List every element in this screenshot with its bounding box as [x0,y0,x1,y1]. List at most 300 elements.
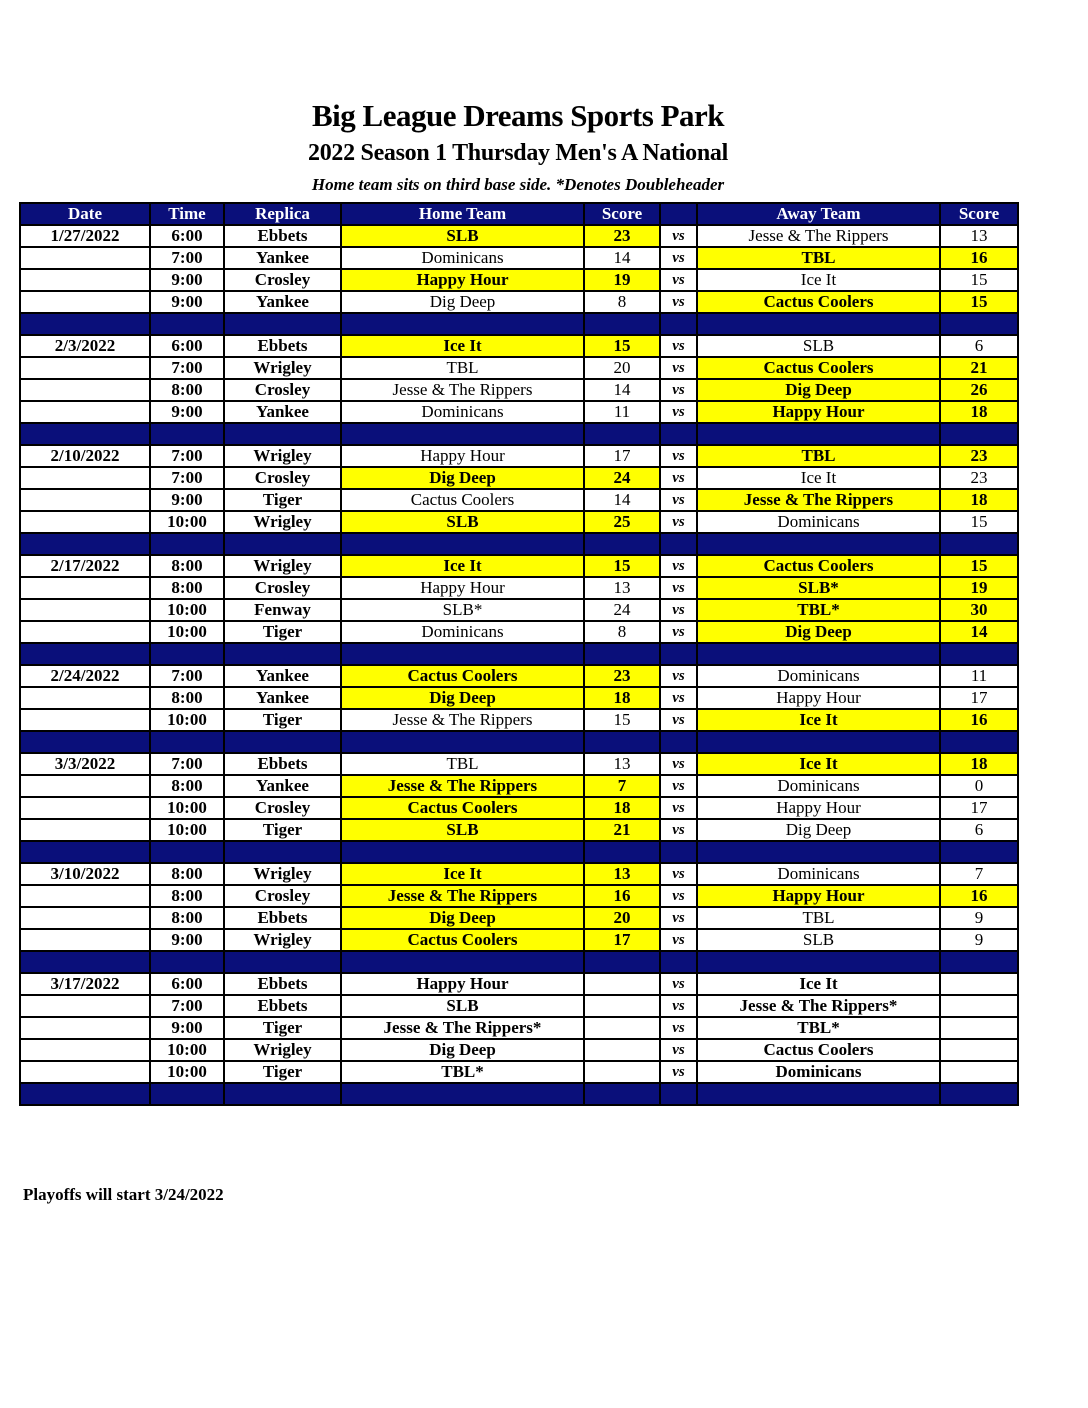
home-team: Ice It [341,863,584,885]
home-score: 18 [584,687,660,709]
home-team: Jesse & The Rippers [341,885,584,907]
home-team: Dominicans [341,621,584,643]
home-score: 14 [584,379,660,401]
home-score: 13 [584,753,660,775]
page-subtitle: 2022 Season 1 Thursday Men's A National [308,140,728,166]
game-time: 8:00 [150,687,224,709]
separator-cell [697,533,940,555]
game-field: Ebbets [224,973,341,995]
separator-cell [150,533,224,555]
game-row [20,753,1018,775]
away-score: 14 [940,621,1018,643]
separator-cell [341,313,584,335]
game-date [20,907,150,929]
away-team: Cactus Coolers [697,291,940,313]
separator-cell [20,423,150,445]
game-time: 8:00 [150,577,224,599]
home-team: Happy Hour [341,445,584,467]
week-separator-row [20,313,1018,335]
home-score: 13 [584,577,660,599]
home-score: 20 [584,357,660,379]
home-team: SLB* [341,599,584,621]
separator-cell [940,731,1018,753]
home-score: 24 [584,467,660,489]
home-team: Cactus Coolers [341,489,584,511]
schedule-note: Home team sits on third base side. *Denotes Doubleheader [311,175,725,194]
separator-cell [584,313,660,335]
game-field: Crosley [224,379,341,401]
away-score: 23 [940,445,1018,467]
week-separator-row [20,731,1018,753]
game-date [20,1017,150,1039]
game-row [20,797,1018,819]
away-team: Cactus Coolers [697,555,940,577]
game-field: Wrigley [224,1039,341,1061]
away-score: 9 [940,907,1018,929]
vs-label: vs [660,335,697,357]
game-date [20,269,150,291]
vs-label: vs [660,599,697,621]
header-vs [660,203,697,225]
game-date [20,929,150,951]
away-team: Dominicans [697,775,940,797]
separator-cell [697,951,940,973]
vs-label: vs [660,467,697,489]
game-date [20,577,150,599]
game-field: Tiger [224,709,341,731]
separator-cell [660,1083,697,1105]
game-row [20,599,1018,621]
separator-cell [224,1083,341,1105]
vs-label: vs [660,973,697,995]
game-row [20,379,1018,401]
separator-cell [224,423,341,445]
away-team: Jesse & The Rippers [697,225,940,247]
vs-label: vs [660,1039,697,1061]
game-time: 6:00 [150,973,224,995]
separator-cell [697,841,940,863]
game-field: Yankee [224,401,341,423]
home-team: Dig Deep [341,687,584,709]
game-time: 7:00 [150,665,224,687]
separator-cell [20,1083,150,1105]
separator-cell [660,643,697,665]
separator-cell [697,1083,940,1105]
separator-cell [660,731,697,753]
separator-cell [584,1083,660,1105]
game-field: Tiger [224,621,341,643]
game-date [20,247,150,269]
game-time: 9:00 [150,291,224,313]
game-time: 10:00 [150,621,224,643]
vs-label: vs [660,489,697,511]
separator-cell [660,533,697,555]
away-team: Ice It [697,269,940,291]
separator-cell [224,313,341,335]
game-field: Tiger [224,1017,341,1039]
game-row [20,291,1018,313]
game-date [20,885,150,907]
separator-cell [341,533,584,555]
game-time: 7:00 [150,753,224,775]
home-team: Dig Deep [341,467,584,489]
home-score: 13 [584,863,660,885]
away-score: 0 [940,775,1018,797]
game-time: 10:00 [150,1039,224,1061]
away-score: 13 [940,225,1018,247]
separator-cell [940,313,1018,335]
home-score: 23 [584,225,660,247]
home-score: 20 [584,907,660,929]
home-score: 14 [584,489,660,511]
game-date [20,357,150,379]
game-row [20,1039,1018,1061]
home-score: 11 [584,401,660,423]
separator-cell [697,313,940,335]
game-row [20,555,1018,577]
game-date [20,401,150,423]
game-date [20,1039,150,1061]
vs-label: vs [660,291,697,313]
home-team: TBL [341,357,584,379]
away-score: 19 [940,577,1018,599]
home-team: Happy Hour [341,269,584,291]
game-date [20,775,150,797]
game-row [20,709,1018,731]
header-away-team: Away Team [697,203,940,225]
separator-cell [20,643,150,665]
game-time: 9:00 [150,929,224,951]
game-field: Yankee [224,687,341,709]
separator-cell [940,533,1018,555]
game-row [20,467,1018,489]
game-row [20,907,1018,929]
home-team: Dig Deep [341,1039,584,1061]
game-row [20,1061,1018,1083]
vs-label: vs [660,995,697,1017]
separator-cell [341,951,584,973]
vs-label: vs [660,511,697,533]
vs-label: vs [660,269,697,291]
separator-cell [940,841,1018,863]
separator-cell [341,1083,584,1105]
separator-cell [224,731,341,753]
game-row [20,621,1018,643]
game-field: Yankee [224,247,341,269]
away-score: 15 [940,555,1018,577]
game-row [20,995,1018,1017]
game-row [20,247,1018,269]
away-team: Happy Hour [697,885,940,907]
game-field: Ebbets [224,225,341,247]
away-score [940,1039,1018,1061]
separator-cell [940,643,1018,665]
game-time: 8:00 [150,555,224,577]
separator-cell [224,951,341,973]
away-score: 21 [940,357,1018,379]
away-team: Dig Deep [697,379,940,401]
game-row [20,335,1018,357]
away-team: Jesse & The Rippers* [697,995,940,1017]
vs-label: vs [660,753,697,775]
game-field: Ebbets [224,335,341,357]
week-separator-row [20,423,1018,445]
home-score [584,1039,660,1061]
home-team: SLB [341,225,584,247]
game-time: 10:00 [150,599,224,621]
home-score: 15 [584,335,660,357]
home-team: SLB [341,995,584,1017]
game-row [20,357,1018,379]
separator-cell [660,841,697,863]
away-score: 16 [940,247,1018,269]
separator-cell [224,643,341,665]
home-team: Jesse & The Rippers [341,709,584,731]
separator-cell [584,951,660,973]
game-field: Crosley [224,885,341,907]
game-row [20,687,1018,709]
game-time: 10:00 [150,709,224,731]
away-score: 17 [940,687,1018,709]
game-time: 7:00 [150,445,224,467]
game-field: Crosley [224,269,341,291]
vs-label: vs [660,247,697,269]
schedule-table [19,202,1019,1106]
separator-cell [150,951,224,973]
game-time: 10:00 [150,511,224,533]
game-time: 7:00 [150,467,224,489]
away-score: 30 [940,599,1018,621]
header-home-team: Home Team [341,203,584,225]
home-team: SLB [341,819,584,841]
home-team: Cactus Coolers [341,797,584,819]
separator-cell [341,423,584,445]
vs-label: vs [660,775,697,797]
home-team: Jesse & The Rippers* [341,1017,584,1039]
game-time: 9:00 [150,489,224,511]
game-row [20,665,1018,687]
game-row [20,225,1018,247]
header-time: Time [150,203,224,225]
separator-cell [20,533,150,555]
away-team: TBL* [697,1017,940,1039]
vs-label: vs [660,907,697,929]
away-score: 7 [940,863,1018,885]
home-score: 19 [584,269,660,291]
week-separator-row [20,643,1018,665]
away-team: Ice It [697,467,940,489]
away-score: 26 [940,379,1018,401]
separator-cell [150,423,224,445]
game-field: Tiger [224,489,341,511]
home-team: Dominicans [341,401,584,423]
game-field: Crosley [224,797,341,819]
game-time: 6:00 [150,225,224,247]
vs-label: vs [660,863,697,885]
game-date: 1/27/2022 [20,225,150,247]
separator-cell [584,423,660,445]
game-row [20,1017,1018,1039]
header-replica: Replica [224,203,341,225]
game-date [20,995,150,1017]
home-score: 18 [584,797,660,819]
away-team: Dominicans [697,511,940,533]
game-date: 2/10/2022 [20,445,150,467]
header-date: Date [20,203,150,225]
away-team: Dominicans [697,665,940,687]
game-field: Tiger [224,1061,341,1083]
game-time: 10:00 [150,819,224,841]
game-time: 7:00 [150,357,224,379]
vs-label: vs [660,225,697,247]
game-row [20,973,1018,995]
game-date [20,511,150,533]
home-score: 24 [584,599,660,621]
away-team: Dig Deep [697,819,940,841]
vs-label: vs [660,797,697,819]
separator-cell [224,841,341,863]
home-score: 17 [584,929,660,951]
home-score [584,1061,660,1083]
away-team: TBL [697,907,940,929]
separator-cell [341,841,584,863]
away-team: Cactus Coolers [697,357,940,379]
away-score: 9 [940,929,1018,951]
vs-label: vs [660,1017,697,1039]
away-score: 18 [940,753,1018,775]
game-date: 3/10/2022 [20,863,150,885]
game-row [20,863,1018,885]
game-field: Yankee [224,291,341,313]
game-row [20,819,1018,841]
game-time: 9:00 [150,1017,224,1039]
home-team: Dig Deep [341,907,584,929]
away-team: TBL [697,445,940,467]
game-field: Ebbets [224,753,341,775]
vs-label: vs [660,621,697,643]
separator-cell [584,643,660,665]
away-team: Happy Hour [697,687,940,709]
away-score: 18 [940,489,1018,511]
vs-label: vs [660,379,697,401]
game-time: 9:00 [150,269,224,291]
separator-cell [20,313,150,335]
separator-cell [697,731,940,753]
game-field: Yankee [224,775,341,797]
game-time: 8:00 [150,907,224,929]
separator-cell [341,643,584,665]
vs-label: vs [660,445,697,467]
game-field: Crosley [224,467,341,489]
game-row [20,511,1018,533]
game-time: 8:00 [150,885,224,907]
separator-cell [20,731,150,753]
separator-cell [20,841,150,863]
game-time: 8:00 [150,863,224,885]
separator-cell [224,533,341,555]
away-score [940,995,1018,1017]
home-score [584,1017,660,1039]
separator-cell [150,313,224,335]
game-field: Crosley [224,577,341,599]
game-date [20,621,150,643]
game-field: Yankee [224,665,341,687]
header-row [20,203,1018,225]
separator-cell [660,313,697,335]
home-score: 14 [584,247,660,269]
away-score: 15 [940,269,1018,291]
playoffs-note: Playoffs will start 3/24/2022 [23,1185,224,1204]
game-time: 6:00 [150,335,224,357]
game-time: 9:00 [150,401,224,423]
page-title: Big League Dreams Sports Park [311,98,725,133]
game-date [20,379,150,401]
separator-cell [341,731,584,753]
away-team: Happy Hour [697,401,940,423]
game-field: Ebbets [224,907,341,929]
game-row [20,489,1018,511]
week-separator-row [20,533,1018,555]
away-score [940,1061,1018,1083]
game-time: 10:00 [150,797,224,819]
away-score: 16 [940,885,1018,907]
separator-cell [150,1083,224,1105]
vs-label: vs [660,687,697,709]
home-score: 8 [584,621,660,643]
home-team: Happy Hour [341,973,584,995]
game-field: Tiger [224,819,341,841]
game-field: Wrigley [224,511,341,533]
game-time: 10:00 [150,1061,224,1083]
away-team: Happy Hour [697,797,940,819]
home-team: Cactus Coolers [341,665,584,687]
game-row [20,885,1018,907]
home-team: Cactus Coolers [341,929,584,951]
game-field: Wrigley [224,555,341,577]
game-field: Wrigley [224,863,341,885]
home-team: TBL* [341,1061,584,1083]
separator-cell [20,951,150,973]
game-date: 3/3/2022 [20,753,150,775]
separator-cell [940,1083,1018,1105]
game-time: 7:00 [150,247,224,269]
game-time: 8:00 [150,775,224,797]
away-team: SLB [697,335,940,357]
home-score: 17 [584,445,660,467]
away-team: Jesse & The Rippers [697,489,940,511]
game-date [20,797,150,819]
away-team: Ice It [697,973,940,995]
away-score: 23 [940,467,1018,489]
game-row [20,401,1018,423]
vs-label: vs [660,555,697,577]
game-date [20,291,150,313]
home-team: SLB [341,511,584,533]
home-score: 15 [584,555,660,577]
home-score: 23 [584,665,660,687]
away-score: 16 [940,709,1018,731]
away-team: Ice It [697,753,940,775]
game-row [20,445,1018,467]
game-date [20,599,150,621]
away-team: SLB* [697,577,940,599]
away-team: Cactus Coolers [697,1039,940,1061]
separator-cell [584,731,660,753]
away-team: Dig Deep [697,621,940,643]
vs-label: vs [660,819,697,841]
away-score [940,973,1018,995]
vs-label: vs [660,665,697,687]
